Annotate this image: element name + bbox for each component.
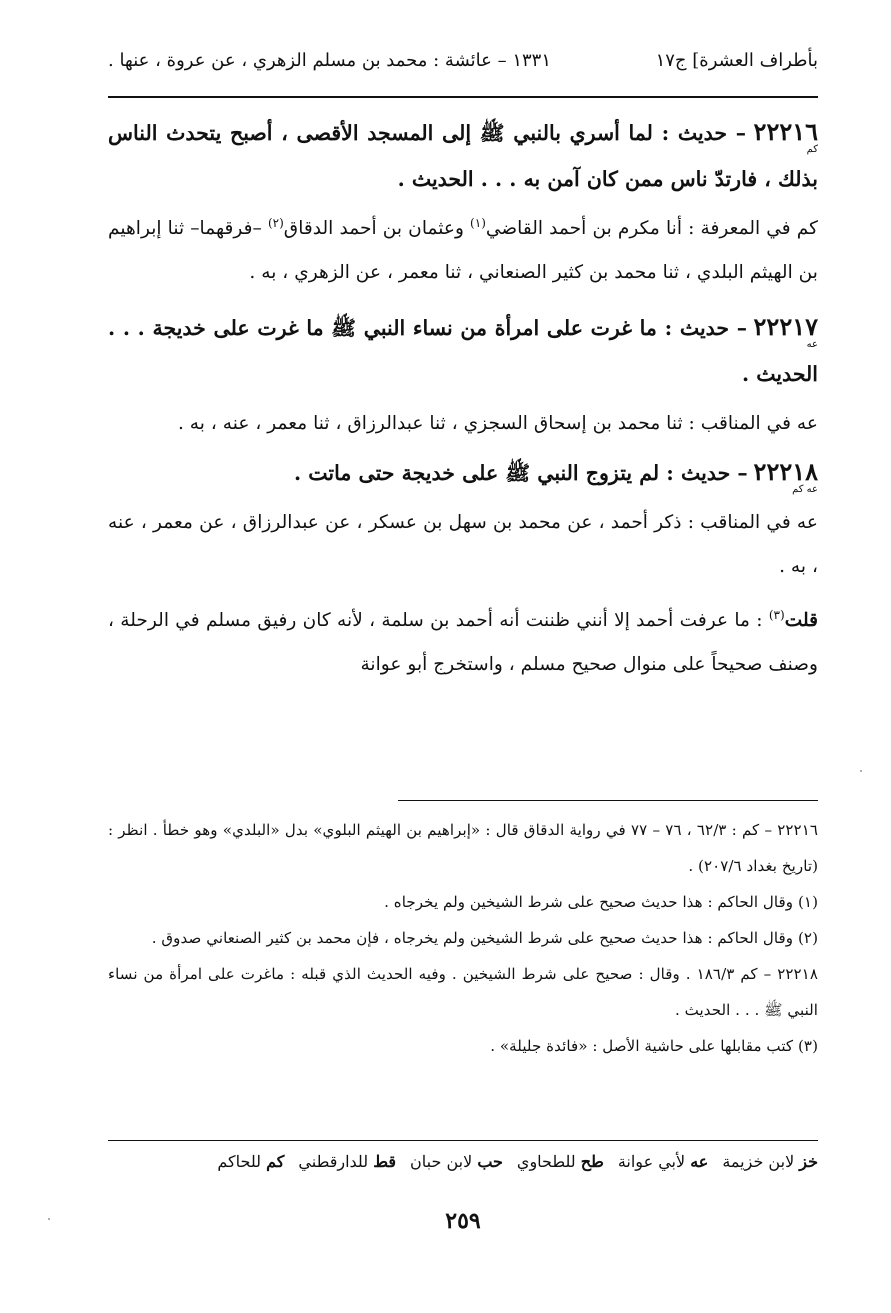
isnad-22216: كم في المعرفة : أنا مكرم بن أحمد القاضي$^{(١)}$ وعثمان بن أحمد الدقاق$^{(٢)}$ –فرقهما– ثنا إبراهيم بن الهيثم البلدي ، ثنا محمد بن كثير الصنعاني ، ثنا معمر ، عن الزهري ، به . [108, 215, 818, 283]
footnote-ref-2: (٢) [267, 215, 284, 230]
footnote-22216: ٢٢٢١٦ – كم : ٦٢/٣ ، ٧٦ – ٧٧ في رواية الدقاق قال : «إبراهيم بن الهيثم البلوي» بدل «البلدي» وهو خطأ . انظر : (تاريخ بغداد ٢٠٧/٦) . [108, 821, 819, 875]
header-rule [108, 96, 818, 98]
legend-item: حب لابن حبان [410, 1152, 503, 1171]
footnote-ref-1: (١) [470, 215, 486, 230]
book-page [108, 0, 818, 1313]
editor-note: قلت$^{(٣)}$ : ما عرفت أحمد إلا أنني ظننت أنه أحمد بن سلمة ، لأنه كان رفيق مسلم في الرحلة ، وصنف صحيحاً على منوال صحيح مسلم ، واستخرج أبو عوانة [108, 607, 818, 675]
hadith-number: ٢٢٢١٧ عه [753, 312, 818, 350]
hadith-number: ٢٢٢١٨ عه كم [753, 457, 818, 495]
footnote-separator [398, 800, 818, 801]
source-tag: عه كم [792, 484, 818, 495]
hadith-entry-22216 [108, 110, 818, 203]
footnote-3: (٣) كتب مقابلها على حاشية الأصل : «فائدة جليلة» . [490, 1037, 818, 1055]
legend-rule [108, 1140, 818, 1141]
hadith-number: ٢٢٢١٦ كم [753, 117, 818, 155]
scan-speck [860, 770, 862, 772]
hadith-entry-22217 [108, 305, 818, 398]
footnote-22218: ٢٢٢١٨ – كم ١٨٦/٣ . وقال : صحيح على شرط الشيخين . وفيه الحديث الذي قبله : ماغرت على امرأة من نساء النبي ﷺ . . . الحديث . [108, 965, 818, 1019]
source-tag: كم [806, 144, 818, 155]
isnad-22217: عه في المناقب : ثنا محمد بن إسحاق السجزي ، ثنا عبدالرزاق ، ثنا معمر ، عنه ، به . [177, 413, 818, 434]
source-tag: عه [806, 339, 818, 350]
running-header [108, 50, 818, 71]
note-label: قلت [784, 610, 818, 631]
scan-speck [48, 1218, 50, 1220]
hadith-text: – حديث : لم يتزوج النبي ﷺ على خديجة حتى ماتت . [294, 461, 748, 485]
footnote-2: (٢) وقال الحاكم : هذا حديث صحيح على شرط الشيخين ولم يخرجاه ، فإن محمد بن كثير الصنعاني صدوق . [151, 929, 818, 947]
legend-item: قط للدارقطني [298, 1152, 397, 1171]
main-text [108, 110, 818, 687]
footnotes [108, 812, 818, 1064]
footnote-ref-3: (٣) [768, 607, 785, 622]
legend-item: طح للطحاوي [516, 1152, 604, 1171]
footnote-1: (١) وقال الحاكم : هذا حديث صحيح على شرط الشيخين ولم يخرجاه . [384, 893, 818, 911]
hadith-text: – حديث : ما غرت على امرأة من نساء النبي ﷺ ما غرت على خديجة . . . الحديث . [108, 316, 818, 386]
abbreviation-legend [108, 1152, 818, 1171]
header-volume-title: بأطراف العشرة] ج١٧ [655, 50, 818, 71]
hadith-entry-22218 [108, 450, 818, 497]
legend-item: خز لابن خزيمة [722, 1152, 818, 1171]
header-chapter-title: ١٣٣١ – عائشة : محمد بن مسلم الزهري ، عن عروة ، عنها . [108, 50, 551, 71]
isnad-22218: عه في المناقب : ذكر أحمد ، عن محمد بن سهل بن عسكر ، عن عبدالرزاق ، عن معمر ، عنه ، به . [108, 512, 819, 577]
legend-item: كم للحاكم [217, 1152, 285, 1171]
legend-item: عه لأبي عوانة [617, 1152, 709, 1171]
hadith-text: – حديث : لما أسري بالنبي ﷺ إلى المسجد الأقصى ، أصبح يتحدث الناس بذلك ، فارتدّ ناس ممن كان آمن به . . . الحديث . [108, 121, 818, 191]
page-number: ٢٥٩ [445, 1208, 481, 1234]
